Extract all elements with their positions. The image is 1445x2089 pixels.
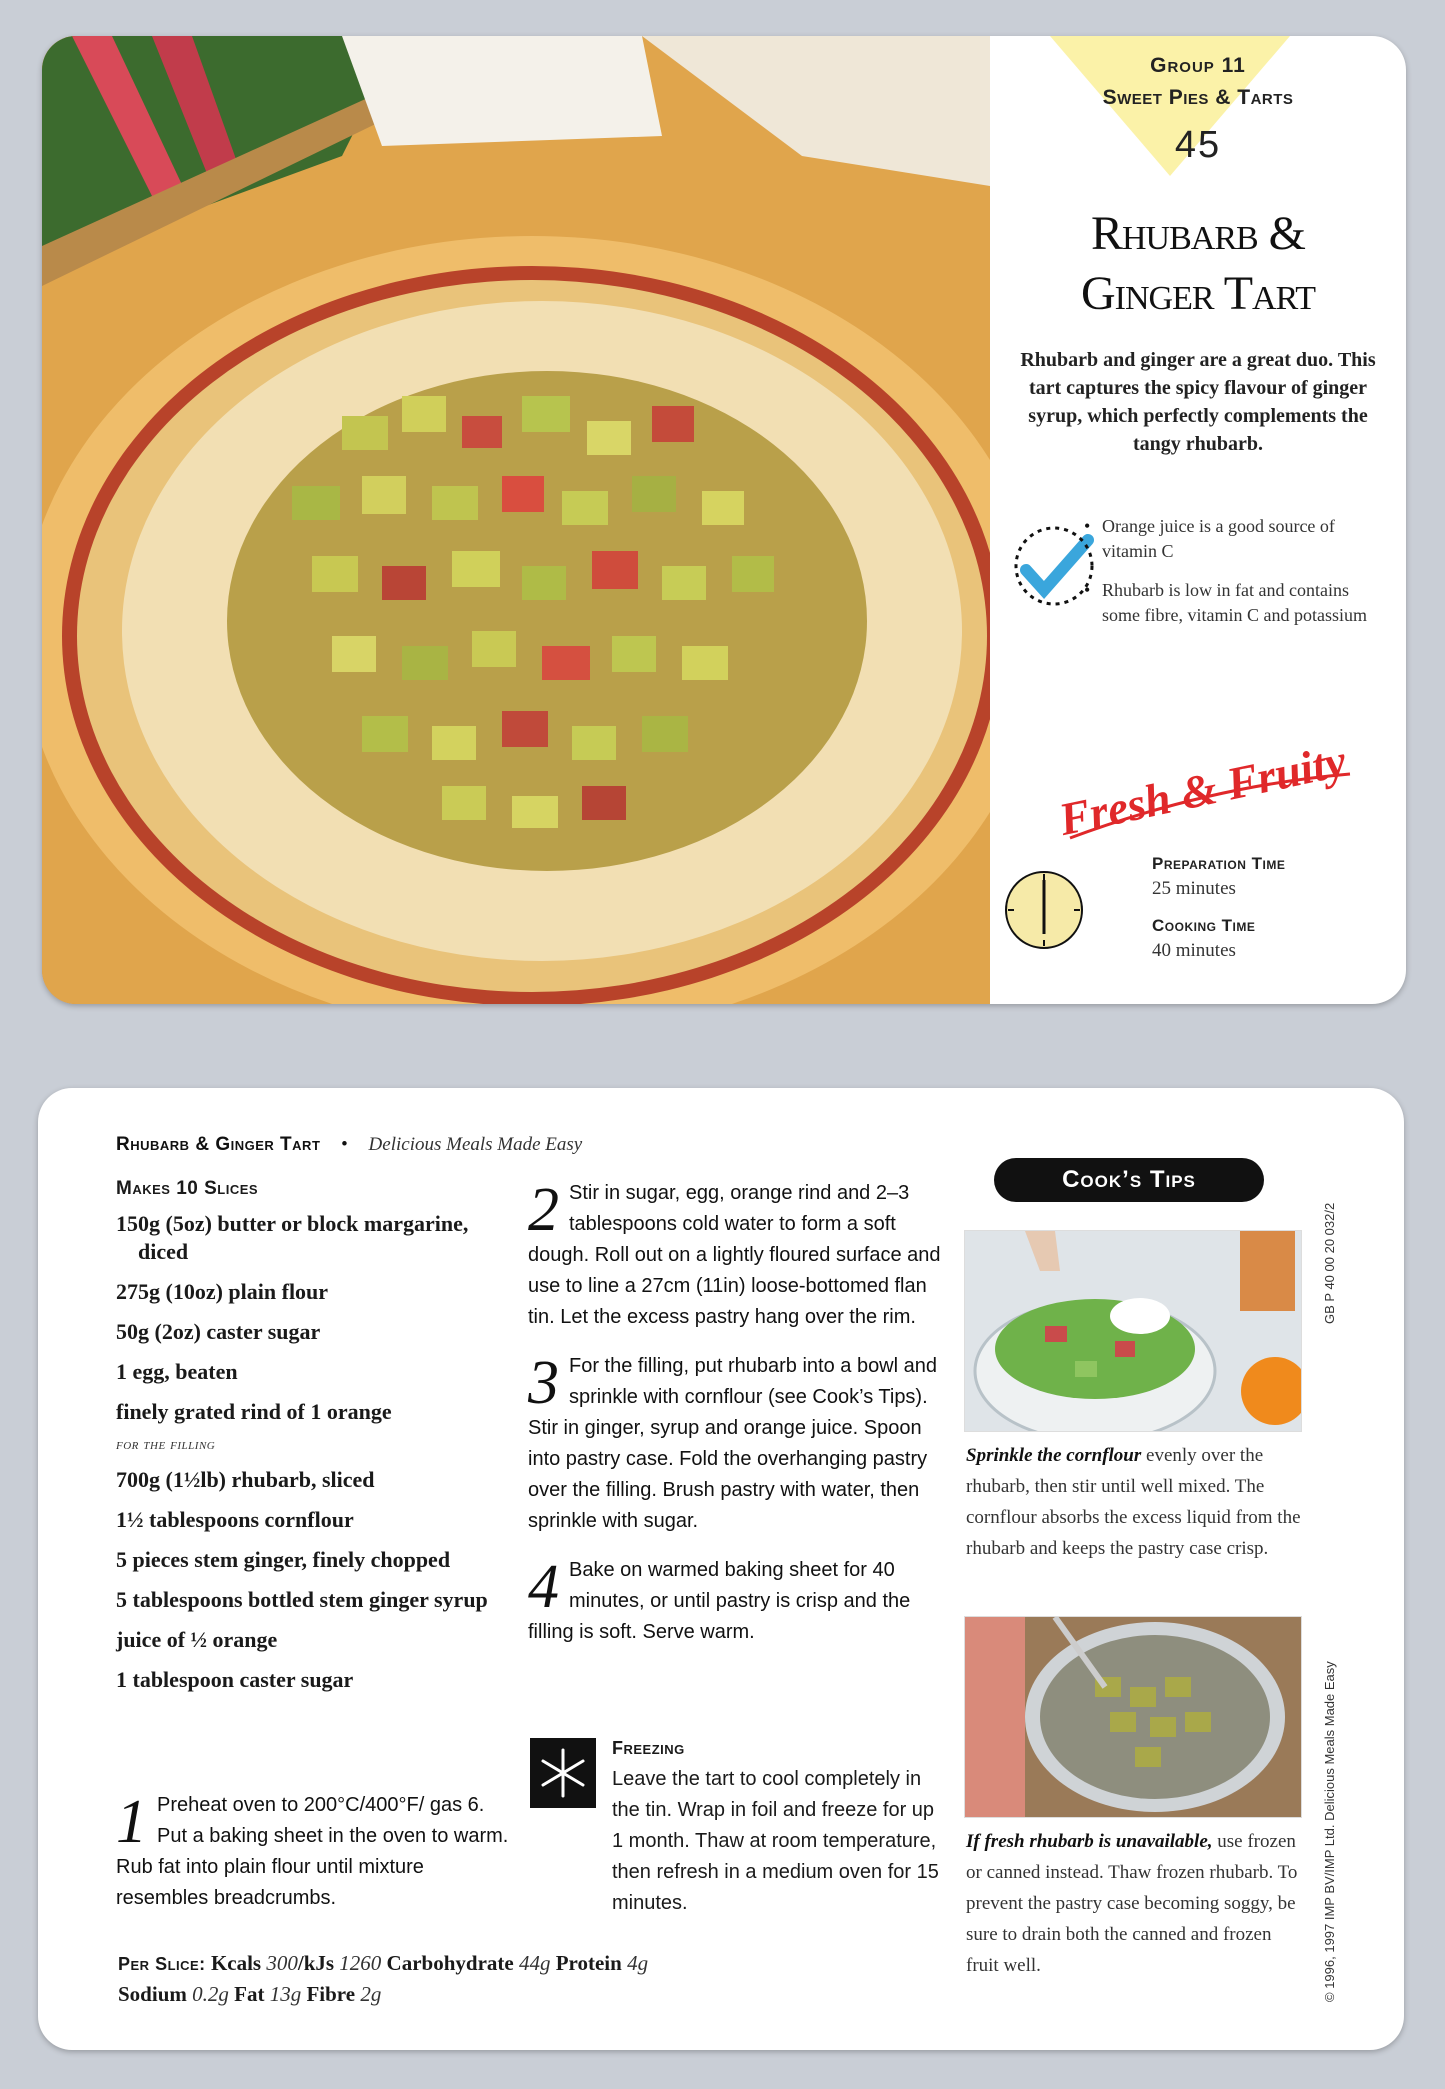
fat-value: 13g bbox=[269, 1982, 302, 2006]
tip-1-lead: Sprinkle the cornflour bbox=[966, 1445, 1142, 1466]
freezing-text: Leave the tart to cool completely in the tin. Wrap in foil and freeze for up 1 month. Thaw at room temperature, then refresh in a medium oven for 15 minutes. bbox=[612, 1768, 939, 1914]
ingredients-column bbox=[116, 1178, 516, 1706]
protein-value: 4g bbox=[627, 1951, 649, 1975]
recipe-title bbox=[990, 204, 1406, 324]
title-line-1: Rhubarb & bbox=[1090, 207, 1306, 260]
ingredient: 5 tablespoons bottled stem ginger syrup bbox=[116, 1587, 488, 1612]
filling-heading: for the filling bbox=[116, 1436, 216, 1453]
tip-2 bbox=[966, 1826, 1302, 1981]
tip-1 bbox=[966, 1440, 1302, 1564]
prep-time-value: 25 minutes bbox=[1152, 878, 1236, 899]
method-step bbox=[528, 1555, 944, 1648]
copyright: © 1996, 1997 IMP BV/IMP Ltd. Delicious Meals Made Easy bbox=[1322, 1661, 1337, 2002]
sieve-illustration bbox=[965, 1617, 1301, 1817]
prep-time-label: Preparation Time bbox=[1152, 854, 1286, 873]
ingredient: 1½ tablespoons cornflour bbox=[116, 1507, 354, 1532]
freezing-heading: Freezing bbox=[612, 1738, 685, 1758]
cornflour-bowl-illustration bbox=[965, 1231, 1301, 1431]
ingredient: 150g (5oz) butter or block margarine, diced bbox=[116, 1211, 469, 1264]
clock-icon bbox=[1002, 868, 1086, 952]
carb-label: Carbohydrate bbox=[386, 1951, 514, 1975]
nutrition-label: Per Slice: bbox=[118, 1954, 206, 1974]
method-step bbox=[528, 1178, 944, 1333]
cook-time-value: 40 minutes bbox=[1152, 940, 1236, 961]
ingredient: juice of ½ orange bbox=[116, 1627, 278, 1652]
group-name: Sweet Pies & Tarts bbox=[1102, 86, 1294, 109]
product-code: GB P 40 00 20 032/2 bbox=[1322, 1202, 1337, 1324]
tip-2-lead: If fresh rhubarb is unavailable, bbox=[966, 1831, 1213, 1852]
step-number: 3 bbox=[528, 1349, 559, 1417]
makes-label: Makes 10 Slices bbox=[116, 1178, 259, 1199]
method-step bbox=[116, 1790, 516, 1914]
ingredient: finely grated rind of 1 orange bbox=[116, 1399, 392, 1424]
header-recipe-name: Rhubarb & Ginger Tart bbox=[116, 1134, 321, 1155]
sodium-label: Sodium bbox=[118, 1982, 187, 2006]
fresh-fruity-logo bbox=[1030, 726, 1370, 866]
snowflake-icon bbox=[530, 1738, 596, 1808]
group-label: Group 11 bbox=[1150, 54, 1246, 77]
step-number: 2 bbox=[528, 1176, 559, 1244]
method-column bbox=[528, 1178, 944, 1666]
ingredient: 1 egg, beaten bbox=[116, 1359, 238, 1384]
tip-photo-sieve bbox=[964, 1616, 1302, 1818]
ingredient: 50g (2oz) caster sugar bbox=[116, 1319, 321, 1344]
svg-text:Fresh & Fruity: Fresh & Fruity bbox=[1054, 734, 1351, 846]
step-text: Preheat oven to 200°C/400°F/ gas 6. Put a baking sheet in the oven to warm. Rub fat into plain flour until mixture resembles breadcrumbs. bbox=[116, 1794, 509, 1909]
fibre-label: Fibre bbox=[306, 1982, 356, 2006]
health-points bbox=[1084, 514, 1384, 642]
carb-value: 44g bbox=[518, 1951, 551, 1975]
recipe-card-front bbox=[42, 36, 1406, 1004]
tip-1-text: evenly over the rhubarb, then stir until well mixed. The cornflour absorbs the excess liquid from the rhubarb and keeps the pastry case crisp. bbox=[966, 1445, 1301, 1559]
nutrition-info bbox=[118, 1948, 738, 2009]
protein-label: Protein bbox=[555, 1951, 622, 1975]
header-bullet: • bbox=[341, 1134, 348, 1155]
kcals-label: Kcals bbox=[210, 1951, 262, 1975]
card-number: 45 bbox=[1174, 124, 1222, 166]
title-line-2: Ginger Tart bbox=[1081, 267, 1315, 320]
freezing-section bbox=[530, 1738, 950, 1919]
tart-photo bbox=[42, 36, 990, 1004]
fat-label: Fat bbox=[234, 1982, 265, 2006]
back-header bbox=[116, 1134, 582, 1156]
step-text: Stir in sugar, egg, orange rind and 2–3 tablespoons cold water to form a soft dough. Roll out on a lightly floured surface and use to line a 27cm (11in) loose-bottomed flan tin. Let the excess pastry hang over the rim. bbox=[528, 1182, 941, 1328]
ingredient: 1 tablespoon caster sugar bbox=[116, 1667, 354, 1692]
step-number: 1 bbox=[116, 1788, 147, 1856]
step-text: Bake on warmed baking sheet for 40 minutes, or until pastry is crisp and the filling is soft. Serve warm. bbox=[528, 1559, 911, 1643]
health-point: • Orange juice is a good source of vitamin C bbox=[1084, 514, 1384, 564]
front-info-panel bbox=[990, 36, 1406, 1004]
tip-photo-cornflour bbox=[964, 1230, 1302, 1432]
ingredient: 700g (1½lb) rhubarb, sliced bbox=[116, 1467, 375, 1492]
tip-2-text: use frozen or canned instead. Thaw frozen rhubarb. To prevent the pastry case becoming soggy, be sure to drain both the canned and frozen fruit well. bbox=[966, 1831, 1298, 1976]
step-number: 4 bbox=[528, 1553, 559, 1621]
ingredient: 275g (10oz) plain flour bbox=[116, 1279, 329, 1304]
recipe-card-back bbox=[38, 1088, 1404, 2050]
header-series: Delicious Meals Made Easy bbox=[368, 1134, 583, 1155]
cooks-tips-title: Cook’s Tips bbox=[994, 1158, 1264, 1202]
tart-illustration bbox=[42, 36, 990, 1004]
kcals-value: 300 bbox=[266, 1951, 298, 1975]
recipe-intro: Rhubarb and ginger are a great duo. This tart captures the spicy flavour of ginger syrup, which perfectly complements the tangy rhubarb. bbox=[1020, 349, 1376, 455]
method-step bbox=[528, 1351, 944, 1537]
kjs-label: /kJs bbox=[297, 1951, 335, 1975]
sodium-value: 0.2g bbox=[192, 1982, 229, 2006]
fibre-value: 2g bbox=[360, 1982, 382, 2006]
cook-time-label: Cooking Time bbox=[1152, 916, 1256, 935]
ingredient: 5 pieces stem ginger, finely chopped bbox=[116, 1547, 451, 1572]
kjs-value: 1260 bbox=[339, 1951, 382, 1975]
health-point: • Rhubarb is low in fat and contains some fibre, vitamin C and potassium bbox=[1084, 578, 1384, 628]
step-text: For the filling, put rhubarb into a bowl and sprinkle with cornflour (see Cook’s Tips). Stir in ginger, syrup and orange juice. Spoon into pastry case. Fold the overhanging pastry over the filling. Brush pastry with water, then sprinkle with sugar. bbox=[528, 1355, 937, 1532]
